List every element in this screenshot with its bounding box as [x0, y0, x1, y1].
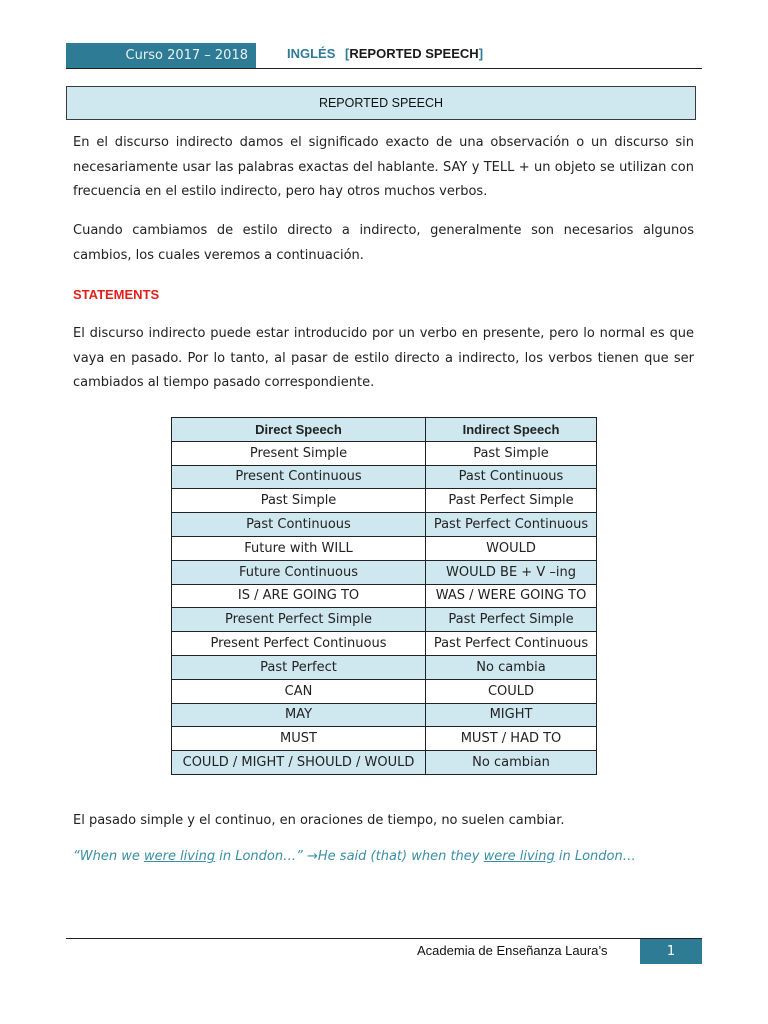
topic-label: REPORTED SPEECH — [349, 46, 479, 61]
section-heading: STATEMENTS — [73, 287, 160, 302]
indirect-cell: WOULD BE + V –ing — [426, 560, 597, 584]
course-label: Curso 2017 – 2018 — [66, 43, 256, 68]
direct-cell: MAY — [172, 703, 426, 727]
column-header-indirect: Indirect Speech — [426, 418, 597, 442]
example-underlined: were living — [483, 849, 555, 864]
table-row — [172, 536, 597, 560]
table-header-row — [172, 418, 597, 442]
indirect-cell: WOULD — [426, 536, 597, 560]
bracket-open: [ — [345, 46, 350, 61]
indirect-cell: Past Perfect Simple — [426, 608, 597, 632]
footer-divider — [66, 938, 702, 939]
direct-cell: Past Simple — [172, 489, 426, 513]
table-row — [172, 560, 597, 584]
direct-cell: COULD / MIGHT / SHOULD / WOULD — [172, 751, 426, 775]
indirect-cell: MUST / HAD TO — [426, 727, 597, 751]
example-part: He said (that) when they — [317, 849, 484, 864]
direct-cell: Past Perfect — [172, 655, 426, 679]
table-row — [172, 655, 597, 679]
example-part: in London…” — [215, 849, 307, 864]
direct-cell: IS / ARE GOING TO — [172, 584, 426, 608]
direct-cell: Present Simple — [172, 441, 426, 465]
direct-cell: Present Perfect Simple — [172, 608, 426, 632]
table-row — [172, 751, 597, 775]
bracket-close: ] — [478, 46, 484, 61]
table-row — [172, 703, 597, 727]
example-sentence — [73, 849, 636, 864]
indirect-cell: COULD — [426, 679, 597, 703]
direct-cell: Present Perfect Continuous — [172, 632, 426, 656]
tense-table — [171, 417, 597, 775]
indirect-cell: Past Perfect Simple — [426, 489, 597, 513]
table-row — [172, 584, 597, 608]
table-row — [172, 727, 597, 751]
header-divider — [66, 68, 702, 69]
table-row — [172, 465, 597, 489]
direct-cell: Future with WILL — [172, 536, 426, 560]
statements-paragraph: El discurso indirecto puede estar introducido por un verbo en presente, pero lo normal es que vaya en pasado. Por lo tanto, al pasar de estilo directo a indirecto, los verbos tienen que ser cambiados al tiempo pasado correspondiente. — [73, 326, 694, 390]
time-clauses-note: El pasado simple y el continuo, en oraciones de tiempo, no suelen cambiar. — [73, 813, 565, 828]
indirect-cell: Past Simple — [426, 441, 597, 465]
indirect-cell: MIGHT — [426, 703, 597, 727]
page-title: REPORTED SPEECH — [66, 86, 696, 120]
indirect-cell: Past Continuous — [426, 465, 597, 489]
direct-cell: Past Continuous — [172, 513, 426, 537]
academy-name: Academia de Enseñanza Laura’s — [417, 943, 608, 958]
column-header-direct: Direct Speech — [172, 418, 426, 442]
table-row — [172, 513, 597, 537]
direct-cell: CAN — [172, 679, 426, 703]
arrow-icon: → — [306, 849, 318, 864]
indirect-cell: Past Perfect Continuous — [426, 632, 597, 656]
table-row — [172, 441, 597, 465]
changes-paragraph: Cuando cambiamos de estilo directo a indirecto, generalmente son necesarios algunos cambios, los cuales veremos a continuación. — [73, 223, 694, 263]
example-part: “When we — [73, 849, 144, 864]
table-row — [172, 608, 597, 632]
example-part: in London… — [554, 849, 636, 864]
header-title — [287, 46, 483, 61]
direct-cell: MUST — [172, 727, 426, 751]
example-underlined: were living — [143, 849, 216, 864]
table-row — [172, 489, 597, 513]
direct-cell: Present Continuous — [172, 465, 426, 489]
indirect-cell: Past Perfect Continuous — [426, 513, 597, 537]
indirect-cell: No cambia — [426, 655, 597, 679]
subject-label: INGLÉS — [287, 46, 336, 61]
page-number: 1 — [640, 939, 702, 964]
indirect-cell: WAS / WERE GOING TO — [426, 584, 597, 608]
table-row — [172, 632, 597, 656]
indirect-cell: No cambian — [426, 751, 597, 775]
table-row — [172, 679, 597, 703]
direct-cell: Future Continuous — [172, 560, 426, 584]
intro-paragraph: En el discurso indirecto damos el significado exacto de una observación o un discurso sin necesariamente usar las palabras exactas del hablante. SAY y TELL + un objeto se utilizan con frecuencia en el estilo indirecto, pero hay otros muchos verbos. — [73, 135, 694, 199]
